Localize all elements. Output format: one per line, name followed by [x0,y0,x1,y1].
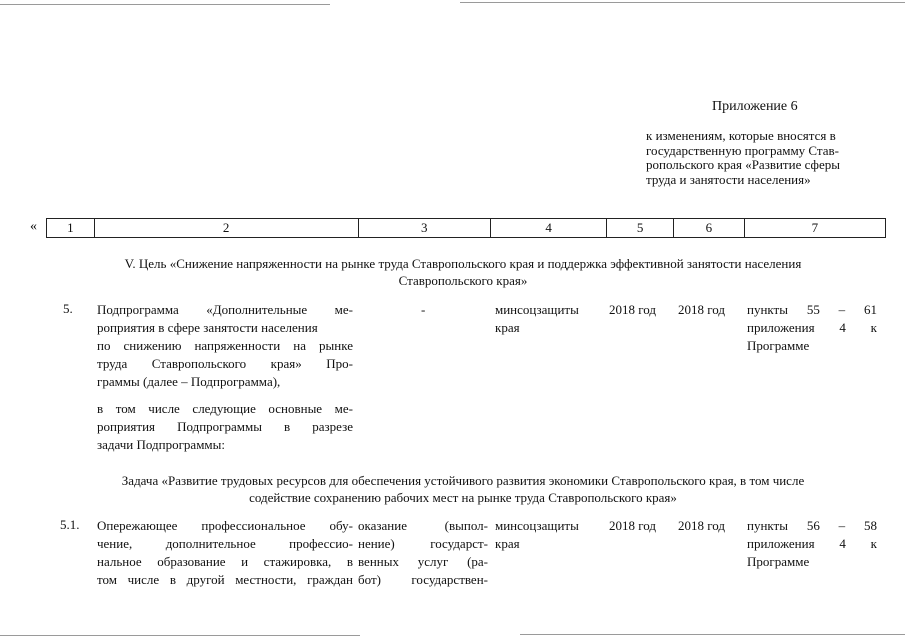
column-number-7: 7 [744,219,885,237]
row-executor [495,517,579,553]
column-number-row [46,218,886,238]
row-executor-line: края [495,536,520,551]
appendix-title: Приложение 6 [712,99,798,114]
row-link-line: приложения 4 к [747,320,877,335]
scan-bottom-line-left [0,635,360,636]
row-name-line: роприятия Подпрограммы в разрезе [97,419,353,434]
row-link [747,301,877,355]
row-start-year: 2018 год [609,518,656,533]
scan-top-line-left [0,4,330,5]
column-number-4: 4 [490,219,606,237]
row-name-line: по снижению напряженности на рынке [97,338,353,353]
row-name-line: нальное образование и стажировка, в [97,554,353,569]
row-executor-line: минсоцзащиты [495,302,579,317]
row-link-line: Программе [747,554,810,569]
task-title-line: Задача «Развитие трудовых ресурсов для обеспечения устойчивого развития экономики Ставропольского края, в том числе [121,473,805,488]
row-type [358,517,488,589]
row-link-line: приложения 4 к [747,536,877,551]
column-number-1: 1 [67,220,74,235]
row-number: 5.1. [60,517,80,532]
section-title [48,255,878,289]
row-type-line: нение) государст- [358,536,488,551]
row-name [97,517,353,589]
row-type-line: оказание (выпол- [358,518,488,533]
row-executor-line: минсоцзащиты [495,518,579,533]
row-executor [495,301,579,337]
row-start-year: 2018 год [609,302,656,317]
scan-bottom-line-right [520,634,905,635]
table-header [30,218,886,238]
row-link-line: пункты 56 – 58 [747,518,877,533]
row-name-line: задачи Подпрограммы: [97,437,226,452]
column-number-3: 3 [358,219,490,237]
row-name-line: чение, дополнительное профессио- [97,536,353,551]
row-link-line: пункты 55 – 61 [747,302,877,317]
row-name-line: том числе в другой местности, граждан [97,572,353,587]
row-name-line: Опережающее профессиональное обу- [97,518,353,533]
column-number-5: 5 [606,219,673,237]
row-end-year: 2018 год [678,518,725,533]
appendix-note-line: ропольского края «Развитие сферы [646,157,840,172]
task-title-line: содействие сохранению рабочих мест на рынке труда Ставропольского края» [249,490,677,505]
section-title-line: Ставропольского края» [398,273,528,288]
appendix-note [646,129,880,187]
appendix-note-line: труда и занятости населения» [646,171,811,187]
row-name-line: граммы (далее – Подпрограмма), [97,374,281,389]
task-title [48,472,878,506]
row-type-dash: - [421,302,426,317]
column-number-2: 2 [94,219,358,237]
appendix-note-line: к изменениям, которые вносятся в [646,128,836,143]
row-name [97,301,353,391]
open-quote: « [30,219,37,234]
row-link [747,517,877,571]
scan-top-line-right [460,2,905,3]
row-type-line: венных услуг (ра- [358,554,488,569]
row-end-year: 2018 год [678,302,725,317]
row-executor-line: края [495,320,520,335]
row-type-line: бот) государствен- [358,572,488,587]
appendix-note-line: государственную программу Став- [646,142,839,158]
row-name-line: Подпрограмма «Дополнительные ме- [97,302,353,317]
row-link-line: Программе [747,338,810,353]
row-name-line: в том числе следующие основные ме- [97,401,353,416]
column-number-6: 6 [673,219,744,237]
row-name-continued [97,400,353,454]
section-title-line: V. Цель «Снижение напряженности на рынке труда Ставропольского края и поддержка эффективной занятости населения [124,256,802,271]
row-name-line: роприятия в сфере занятости населения [97,320,318,335]
row-number: 5. [63,301,73,316]
row-name-line: труда Ставропольского края» Про- [97,356,353,371]
